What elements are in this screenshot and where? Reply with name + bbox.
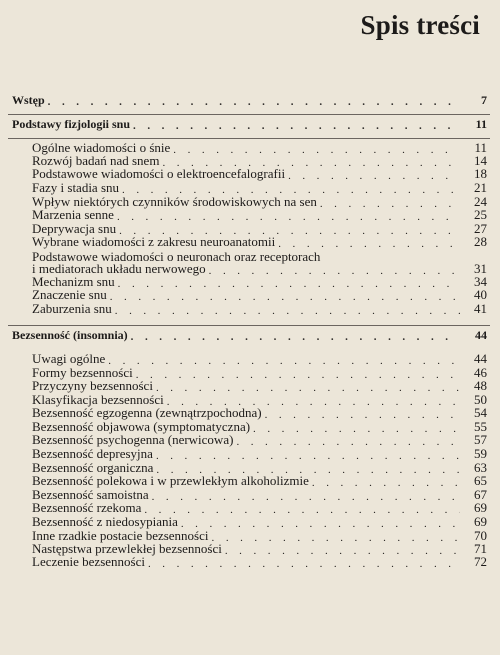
dot-leader (278, 236, 460, 250)
dot-leader (148, 556, 460, 570)
toc-entry-label: Bezsenność egzogenna (zewnątrzpochodna) (32, 405, 262, 420)
toc-chapter-row (12, 328, 487, 343)
toc-page-number: 50 (474, 392, 487, 407)
toc-page-number: 57 (474, 432, 487, 447)
toc-entry-label: Podstawowe wiadomości o neuronach oraz receptorach (32, 249, 321, 264)
dot-leader (133, 119, 460, 132)
toc-entry-label: Bezsenność organiczna (32, 460, 154, 475)
toc-entry-label: Leczenie bezsenności (32, 554, 145, 569)
toc-entry-label: Bezsenność psychogenna (nerwicowa) (32, 432, 234, 447)
toc-entry-label: Bezsenność rzekoma (32, 500, 142, 515)
toc-entry-label: Wstęp (12, 93, 45, 107)
toc-entry-label: Wpływ niektórych czynników środowiskowych na sen (32, 194, 317, 209)
toc-page-number: 65 (474, 473, 487, 488)
dot-leader (156, 448, 460, 462)
toc-page-number: 34 (474, 274, 487, 289)
page-title: Spis treści (360, 10, 480, 40)
toc-chapter-row (12, 117, 487, 132)
toc-page-number: 55 (474, 419, 487, 434)
toc-entry-label: Mechanizm snu (32, 274, 115, 289)
toc-page-number: 69 (474, 500, 487, 515)
toc-section-row (32, 235, 487, 250)
toc-entry-label: Inne rzadkie postacie bezsenności (32, 528, 209, 543)
toc-entry-label: Uwagi ogólne (32, 351, 106, 366)
toc-page-number: 21 (474, 180, 487, 195)
toc-page-number: 44 (475, 328, 487, 342)
toc-page-number: 72 (474, 554, 487, 569)
toc-page-number: 54 (474, 405, 487, 420)
toc-section-row (32, 555, 487, 570)
toc-section-row (32, 302, 487, 317)
dot-leader (144, 502, 460, 516)
toc-page-number: 11 (474, 140, 487, 155)
toc-page-number: 63 (474, 460, 487, 475)
toc-page-number: 27 (474, 221, 487, 236)
toc-entry-label: Następstwa przewlekłej bezsenności (32, 541, 222, 556)
toc-page-number: 18 (474, 166, 487, 181)
toc-entry-label: Klasyfikacja bezsenności (32, 392, 164, 407)
toc-page-number: 11 (475, 117, 487, 131)
toc-entry-label: Przyczyny bezsenności (32, 378, 153, 393)
toc-entry-label: Formy bezsenności (32, 365, 133, 380)
toc-entry-label: Fazy i stadia snu (32, 180, 120, 195)
divider (8, 325, 490, 326)
toc-page-number: 48 (474, 378, 487, 393)
dot-leader (288, 168, 460, 182)
toc-page-number: 40 (474, 287, 487, 302)
toc-entry-label: Zaburzenia snu (32, 301, 112, 316)
toc-page-number: 70 (474, 528, 487, 543)
toc-entry-label: Bezsenność (insomnia) (12, 328, 128, 342)
toc-page-number: 46 (474, 365, 487, 380)
toc-entry-label: Bezsenność objawowa (symptomatyczna) (32, 419, 251, 434)
toc-entry-label: Deprywacja snu (32, 221, 117, 236)
toc-page-number: 71 (474, 541, 487, 556)
dot-leader (110, 289, 460, 303)
divider (8, 138, 490, 139)
toc-page-number: 41 (474, 301, 487, 316)
dot-leader (312, 475, 460, 489)
dot-leader (265, 407, 460, 421)
toc-entry-label: Bezsenność depresyjna (32, 446, 153, 461)
toc-entry-label: Bezsenność samoistna (32, 487, 149, 502)
dot-leader (48, 95, 460, 108)
toc-chapter-row (12, 93, 487, 108)
toc-page-number: 24 (474, 194, 487, 209)
dot-leader (131, 330, 460, 343)
toc-entry-label: i mediatorach układu nerwowego (32, 261, 206, 276)
dot-leader (156, 380, 460, 394)
toc-page-number: 31 (474, 261, 487, 276)
toc-entry-label: Podstawy fizjologii snu (12, 117, 131, 131)
dot-leader (181, 516, 460, 530)
toc-page-number: 7 (481, 93, 487, 107)
toc-entry-label: Wybrane wiadomości z zakresu neuroanatomii (32, 234, 276, 249)
dot-leader (236, 434, 460, 448)
toc-entry-label: Bezsenność polekowa i w przewlekłym alkoholizmie (32, 473, 309, 488)
toc-page-number: 25 (474, 207, 487, 222)
dot-leader (115, 303, 460, 317)
toc-entry-label: Podstawowe wiadomości o elektroencefalografii (32, 166, 286, 181)
toc-page-number: 59 (474, 446, 487, 461)
dot-leader (117, 209, 460, 223)
toc-entry-label: Znaczenie snu (32, 287, 107, 302)
toc-entry-label: Rozwój badań nad snem (32, 153, 160, 168)
toc-entry-label: Marzenia senne (32, 207, 114, 222)
divider (8, 114, 490, 115)
toc-entry-label: Ogólne wiadomości o śnie (32, 140, 171, 155)
toc-page-number: 69 (474, 514, 487, 529)
dot-leader (108, 353, 460, 367)
toc-page-number: 28 (474, 234, 487, 249)
toc-entry-label: Bezsenność z niedosypiania (32, 514, 178, 529)
toc-page-number: 44 (474, 351, 487, 366)
toc-page-number: 67 (474, 487, 487, 502)
toc-page-number: 14 (474, 153, 487, 168)
